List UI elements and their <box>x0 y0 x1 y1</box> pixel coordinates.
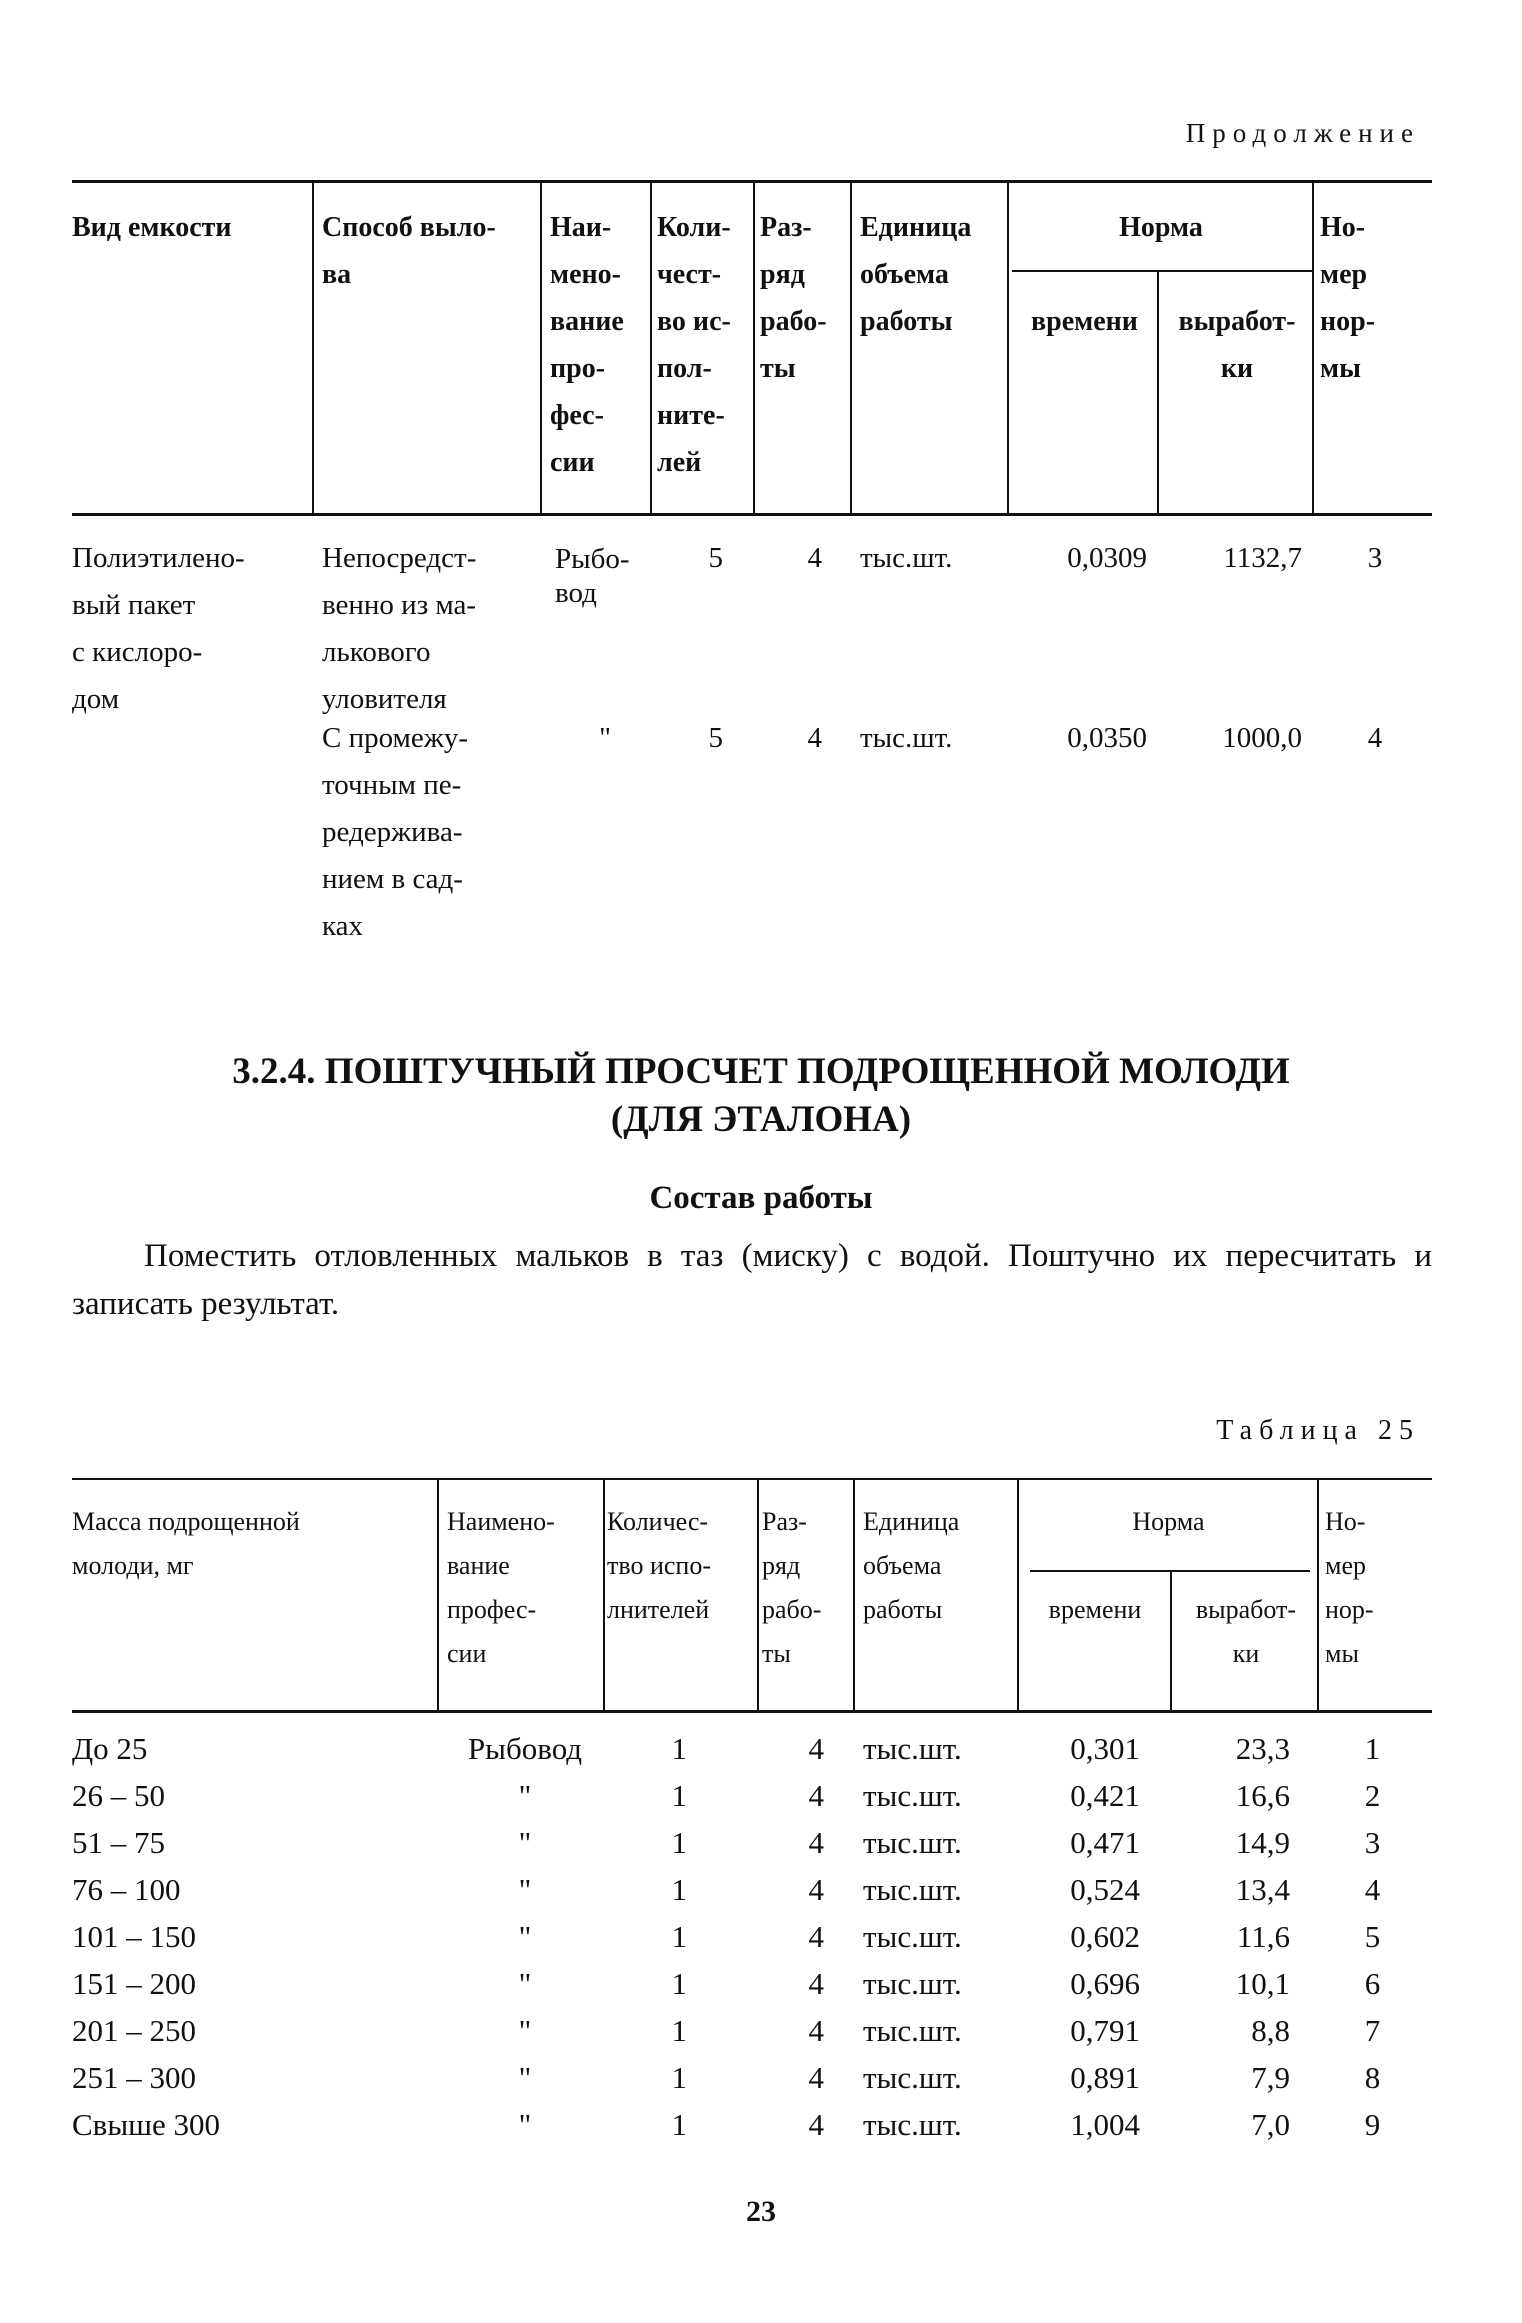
t1-row2-profession-ditto: " <box>599 722 611 754</box>
table2-vrule <box>1017 1478 1019 1712</box>
t2-cell-count: 1 <box>671 2060 687 2095</box>
t2-cell-profession: " <box>518 1778 532 1813</box>
t2-cell-mass: 76 – 100 <box>72 1872 181 1907</box>
t2-cell-output: 13,4 <box>1235 1872 1290 1907</box>
t2-cell-profession: " <box>518 2060 532 2095</box>
t2-cell-time: 0,791 <box>1070 2013 1140 2048</box>
t2-cell-number: 1 <box>1364 1731 1381 1766</box>
t2-cell-grade: 4 <box>808 2107 824 2142</box>
t2-cell-unit: тыс.шт. <box>863 1919 962 1954</box>
section-subheading: Состав работы <box>649 1180 873 1216</box>
t2-cell-grade: 4 <box>808 1825 824 1860</box>
t2-cell-count: 1 <box>671 1825 687 1860</box>
page-number: 23 <box>746 2195 776 2228</box>
t1-row1-number: 3 <box>1367 542 1383 574</box>
t2-cell-number: 5 <box>1364 1919 1381 1954</box>
t2-cell-mass: 201 – 250 <box>72 2013 196 2048</box>
t2-cell-mass: 251 – 300 <box>72 2060 196 2095</box>
t1-header-output: выработ- ки <box>1178 306 1296 384</box>
t2-cell-grade: 4 <box>808 1872 824 1907</box>
t2-cell-mass: До 25 <box>72 1731 148 1766</box>
t1-row2-time: 0,0350 <box>1067 722 1147 754</box>
t2-cell-grade: 4 <box>808 1966 824 2001</box>
t2-cell-time: 1,004 <box>1070 2107 1140 2142</box>
t2-cell-number: 7 <box>1364 2013 1381 2048</box>
t1-row2-count: 5 <box>708 722 723 754</box>
table1-vrule <box>1007 180 1009 515</box>
t1-header-unit: Единица объема работы <box>860 212 972 337</box>
t2-cell-count: 1 <box>671 2107 687 2142</box>
t1-header-norm: Норма <box>1119 212 1203 243</box>
t2-cell-output: 10,1 <box>1235 1966 1290 2001</box>
t2-header-time: времени <box>1048 1595 1142 1624</box>
t2-cell-count: 1 <box>671 1731 687 1766</box>
t2-cell-profession: " <box>518 2013 532 2048</box>
t2-cell-count: 1 <box>671 1778 687 1813</box>
t1-header-profession: Наи- мено- вание про- фес- сии <box>550 212 624 478</box>
t2-cell-unit: тыс.шт. <box>863 1966 962 2001</box>
table1-vrule <box>850 180 852 515</box>
t2-cell-number: 3 <box>1364 1825 1381 1860</box>
table2-vrule <box>603 1478 605 1712</box>
t2-cell-unit: тыс.шт. <box>863 1731 962 1766</box>
t1-row1-unit: тыс.шт. <box>860 542 953 574</box>
t2-cell-mass: 26 – 50 <box>72 1778 165 1813</box>
t2-cell-unit: тыс.шт. <box>863 1825 962 1860</box>
table1-header-bottom-rule <box>72 513 1432 516</box>
t1-row1-method: Непосредст- венно из ма- лькового уловителя <box>322 542 477 715</box>
t1-row2-method: С промежу- точным пе- редержива- нием в сад- ках <box>322 722 468 942</box>
table1-vrule <box>312 180 314 515</box>
t2-cell-number: 4 <box>1364 1872 1381 1907</box>
t2-cell-profession: " <box>518 1919 532 1954</box>
table1-vrule <box>1312 180 1314 515</box>
t2-cell-time: 0,471 <box>1070 1825 1140 1860</box>
t2-cell-unit: тыс.шт. <box>863 1872 962 1907</box>
t2-cell-time: 0,696 <box>1070 1966 1140 2001</box>
t1-container-type: Полиэтилено- вый пакет с кислоро- дом <box>72 542 245 715</box>
table2-top-rule <box>72 1478 1432 1480</box>
t1-row1-grade: 4 <box>807 542 822 574</box>
t2-cell-unit: тыс.шт. <box>863 2107 962 2142</box>
t1-row2-output: 1000,0 <box>1222 722 1302 754</box>
t2-cell-output: 11,6 <box>1236 1919 1290 1954</box>
t2-cell-time: 0,524 <box>1070 1872 1140 1907</box>
table2-vrule <box>1170 1570 1172 1712</box>
table1-vrule <box>650 180 652 515</box>
t2-cell-profession: " <box>518 1966 532 2001</box>
t2-cell-output: 16,6 <box>1235 1778 1290 1813</box>
t2-cell-number: 8 <box>1364 2060 1381 2095</box>
t1-row1-count: 5 <box>708 542 723 574</box>
t2-cell-grade: 4 <box>808 1731 824 1766</box>
t2-cell-profession: Рыбовод <box>467 1731 583 1766</box>
t2-cell-output: 23,3 <box>1235 1731 1290 1766</box>
t2-cell-count: 1 <box>671 1966 687 2001</box>
t2-cell-grade: 4 <box>808 2013 824 2048</box>
t2-header-number: Но- мер нор- мы <box>1325 1507 1374 1668</box>
section-title-line1: 3.2.4. ПОШТУЧНЫЙ ПРОСЧЕТ ПОДРОЩЕННОЙ МОЛОДИ <box>232 1051 1290 1092</box>
t2-cell-output: 14,9 <box>1235 1825 1290 1860</box>
table2-vrule <box>757 1478 759 1712</box>
table1-vrule <box>753 180 755 515</box>
t2-header-output: выработ- ки <box>1195 1595 1297 1668</box>
table2-vrule <box>437 1478 439 1712</box>
t2-cell-unit: тыс.шт. <box>863 2013 962 2048</box>
t2-cell-time: 0,421 <box>1070 1778 1140 1813</box>
t1-row2-number: 4 <box>1367 722 1383 754</box>
t2-cell-number: 6 <box>1364 1966 1381 2001</box>
t2-cell-count: 1 <box>671 2013 687 2048</box>
t1-row1-output: 1132,7 <box>1223 542 1302 574</box>
t2-cell-mass: 101 – 150 <box>72 1919 196 1954</box>
t2-cell-number: 2 <box>1364 1778 1381 1813</box>
t2-cell-count: 1 <box>671 1919 687 1954</box>
table1-vrule <box>1157 272 1159 515</box>
t2-cell-count: 1 <box>671 1872 687 1907</box>
t2-header-unit: Единица объема работы <box>863 1507 960 1624</box>
t1-row2-grade: 4 <box>807 722 822 754</box>
t2-header-grade: Раз- ряд рабо- ты <box>762 1507 822 1668</box>
table2-vrule <box>1317 1478 1319 1712</box>
t1-row2-unit: тыс.шт. <box>860 722 953 754</box>
t2-cell-mass: Свыше 300 <box>72 2107 221 2142</box>
t2-cell-number: 9 <box>1364 2107 1381 2142</box>
t1-row1-profession: Рыбо- вод <box>555 543 630 609</box>
t1-header-type: Вид емкости <box>72 212 232 243</box>
t2-cell-time: 0,301 <box>1070 1731 1140 1766</box>
section-title-line2: (ДЛЯ ЭТАЛОНА) <box>610 1099 912 1140</box>
t2-cell-unit: тыс.шт. <box>863 1778 962 1813</box>
table2-vrule <box>853 1478 855 1712</box>
t2-header-norm: Норма <box>1132 1507 1205 1536</box>
t1-header-grade: Раз- ряд рабо- ты <box>760 212 827 384</box>
t1-header-number: Но- мер нор- мы <box>1320 212 1376 384</box>
t2-cell-time: 0,891 <box>1070 2060 1140 2095</box>
t2-cell-grade: 4 <box>808 1919 824 1954</box>
t2-cell-output: 7,0 <box>1251 2107 1290 2142</box>
t2-cell-output: 8,8 <box>1251 2013 1290 2048</box>
t2-cell-profession: " <box>518 2107 532 2142</box>
t2-cell-mass: 51 – 75 <box>72 1825 165 1860</box>
t2-header-mass: Масса подрощенной молоди, мг <box>72 1507 300 1580</box>
t2-cell-time: 0,602 <box>1070 1919 1140 1954</box>
t2-header-count: Количес- тво испо- лнителей <box>607 1507 711 1624</box>
table2-header-bottom-rule <box>72 1710 1432 1713</box>
continuation-label: Продолжение <box>1185 118 1420 148</box>
table25-label: Таблица 25 <box>1216 1415 1420 1446</box>
t2-header-profession: Наимено- вание профес- сии <box>447 1507 555 1668</box>
t2-cell-grade: 4 <box>808 1778 824 1813</box>
t1-row1-time: 0,0309 <box>1067 542 1147 574</box>
section-paragraph: Поместить отловленных мальков в таз (миску) с водой. Поштучно их пересчитать и записать результат. <box>72 1238 1432 1322</box>
table1-norm-rule <box>1012 270 1312 272</box>
t1-header-time: времени <box>1031 306 1138 337</box>
table1-top-rule <box>72 180 1432 183</box>
t2-cell-output: 7,9 <box>1251 2060 1290 2095</box>
t2-cell-profession: " <box>518 1825 532 1860</box>
t1-header-count: Коли- чест- во ис- пол- ните- лей <box>657 212 731 478</box>
t1-header-method: Способ выло- ва <box>322 212 496 290</box>
t2-cell-mass: 151 – 200 <box>72 1966 196 2001</box>
t2-cell-profession: " <box>518 1872 532 1907</box>
t2-cell-unit: тыс.шт. <box>863 2060 962 2095</box>
t2-cell-grade: 4 <box>808 2060 824 2095</box>
